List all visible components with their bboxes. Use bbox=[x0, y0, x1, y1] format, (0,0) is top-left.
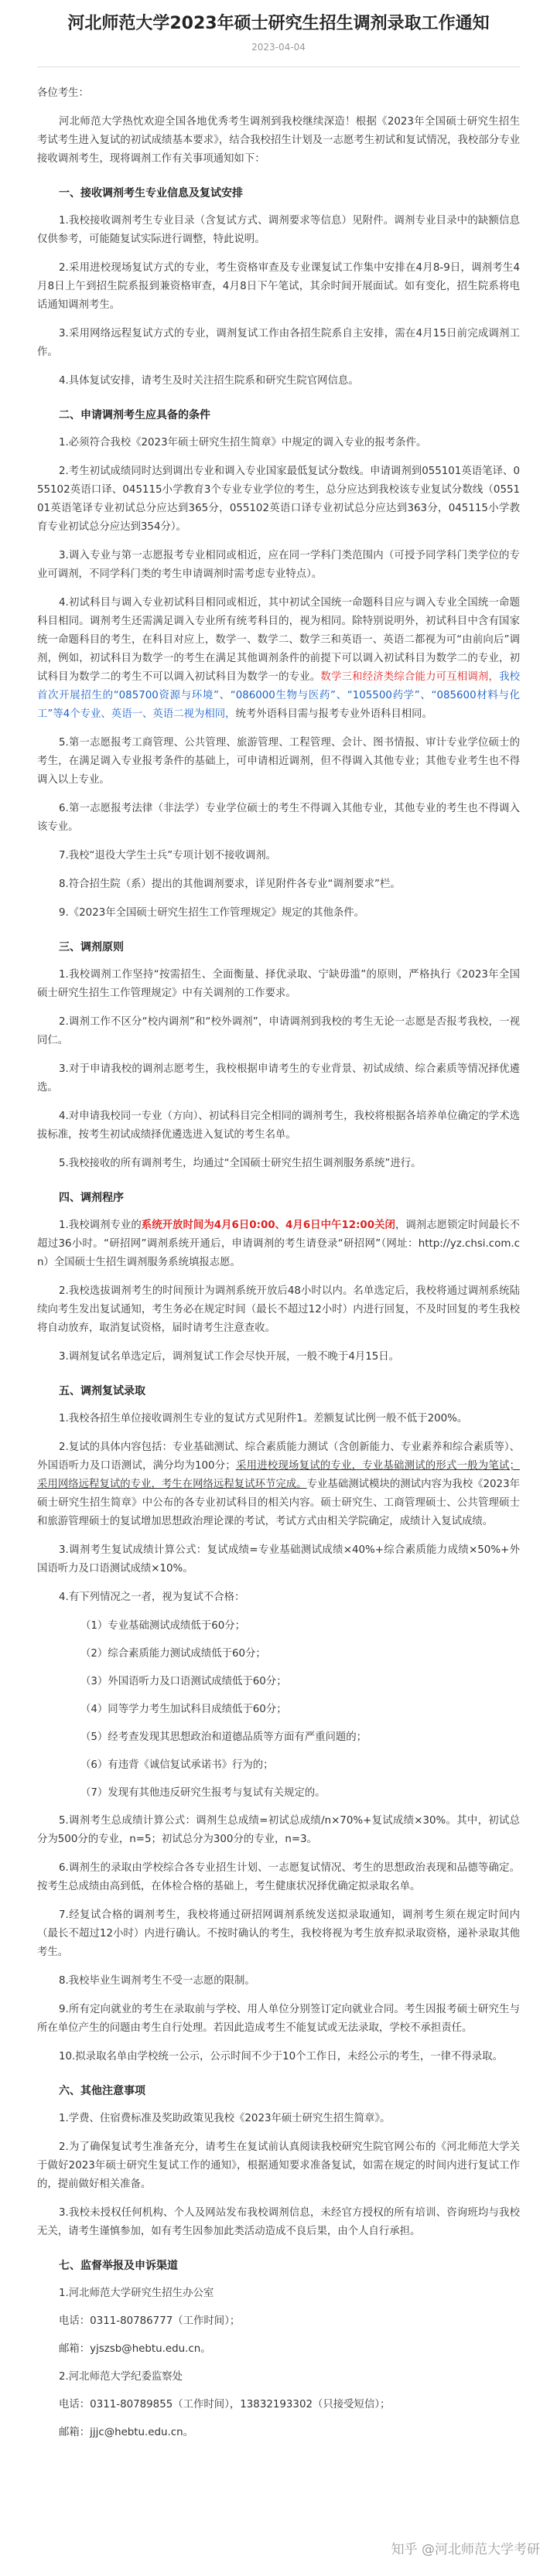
s2-paragraph-1: 1.必须符合我校《2023年硕士研究生招生简章》中规定的调入专业的报考条件。 bbox=[59, 437, 427, 449]
section-heading-3: 三、调剂原则 bbox=[59, 941, 124, 954]
s5-p2-text-a: 2.复试的具体内容包括：专业基础测试、综合素质能力测试（含创新能力、专业素养和综合素质等）、外国语听力及口语测试，满分均为100分； bbox=[37, 1442, 520, 1472]
s2-p4-text-d: 统考外语科目需与报考专业外语科目相同。 bbox=[235, 708, 432, 720]
s5-p2-text-c: 专业基础测试模块的测试内容为我校《2023年硕士研究生招生简章》中公布的各专业初试科目的相关内容。硕士研究生、工商管理硕士、公共管理硕士和旅游管理硕士的复试增加思想政治理论课的考试，考试方式由相关学院确定，成绩计入复试成绩。 bbox=[37, 1479, 521, 1527]
s1-paragraph-3: 3.采用网络远程复试方式的专业，调剂复试工作由各招生院系自主安排，需在4月15日前完成调剂工作。 bbox=[37, 328, 520, 358]
s2-paragraph-8: 8.符合招生院（系）提出的其他调剂要求，详见附件各专业“调剂要求”栏。 bbox=[59, 879, 401, 890]
s3-paragraph-5: 5.我校接收的所有调剂考生，均通过“全国硕士研究生招生调剂服务系统”进行。 bbox=[59, 1158, 422, 1169]
fail-condition-item: （2）综合素质能力测试成绩低于60分； bbox=[80, 1648, 266, 1660]
s2-p4-text-c: 我校首次开展招生的“085700资源与环境”、“086000生物与医药”、“105500药学”、“085600材料与化工”等4个专业、英语一、英语二视为相同， bbox=[37, 671, 521, 720]
section-heading-1: 一、接收调剂考生专业信息及复试安排 bbox=[59, 187, 243, 200]
s5-paragraph-5: 5.调剂考生总成绩计算公式：调剂生总成绩=初试总成绩/n×70%+复试成绩×30%。其中，初试总分为500分的专业，n=5；初试总分为300分的专业，n=3。 bbox=[37, 1815, 520, 1845]
intro-paragraph: 河北师范大学热忱欢迎全国各地优秀考生调剂到我校继续深造！根据《2023年全国硕士研究生招生考试考生进入复试的初试成绩基本要求》，结合我校招生计划及一志愿考生初试和复试情况，我校部分专业接收调剂考生，现将调剂工作有关事项通知如下： bbox=[37, 116, 520, 165]
fail-condition-item: （1）专业基础测试成绩低于60分； bbox=[80, 1620, 246, 1632]
s2-paragraph-5: 5.第一志愿报考工商管理、公共管理、旅游管理、工程管理、会计、图书情报、审计专业学位硕士的考生，在满足调入专业报考条件的基础上，可申请相近调剂，但不得调入其他专业；其他专业考生也不得调入以上专业。 bbox=[37, 737, 520, 786]
s5-paragraph-3: 3.调剂考生复试成绩计算公式：复试成绩=专业基础测试成绩×40%+综合素质能力成绩×50%+外国语听力及口语测试成绩×10%。 bbox=[37, 1544, 520, 1575]
fail-condition-item: （6）有违背《诚信复试承诺书》行为的； bbox=[80, 1759, 274, 1771]
section-heading-5: 五、调剂复试录取 bbox=[59, 1385, 145, 1397]
s2-paragraph-4 bbox=[37, 594, 520, 724]
s4-paragraph-1 bbox=[37, 1216, 520, 1272]
s1-paragraph-4: 4.具体复试安排，请考生及时关注招生院系和研究生院官网信息。 bbox=[59, 375, 359, 387]
section-heading-2: 二、申请调剂考生应具备的条件 bbox=[59, 409, 210, 421]
publish-date: 2023-04-04 bbox=[251, 42, 306, 53]
fail-condition-item: （5）经考查发现其思想政治和道德品质等方面有严重问题的； bbox=[80, 1732, 367, 1743]
s2-paragraph-2: 2.考生初试成绩同时达到调出专业和调入专业国家最低复试分数线。申请调剂到055101英语笔译、055102英语口译、045115小学教育3个专业专业学位的考生，总分应达到我校该专业复试分数线（055101英语笔译专业初试总分应达到365分，055102英语口译专业初试总分应达到363分，045115小学教育专业初试总分应达到354分）。 bbox=[37, 466, 520, 533]
s5-paragraph-6: 6.调剂生的录取由学校综合各专业招生计划、一志愿复试情况、考生的思想政治表现和品德等确定。按考生总成绩由高到低，在体检合格的基础上，考生健康状况择优确定拟录取名单。 bbox=[37, 1862, 520, 1892]
s2-paragraph-9: 9.《2023年全国硕士研究生招生工作管理规定》规定的其他条件。 bbox=[59, 907, 365, 919]
s5-p2-underlined: 采用进校现场复试的专业，专业基础测试的形式一般为笔试；采用网络远程复试的专业，考生在网络远程复试环节完成。 bbox=[37, 1460, 521, 1490]
s3-paragraph-2: 2.调剂工作不区分“校内调剂”和“校外调剂”，申请调剂到我校的考生无论一志愿是否报考我校，一视同仁。 bbox=[37, 1016, 520, 1046]
section-heading-7: 七、监督举报及申诉渠道 bbox=[59, 2260, 178, 2272]
contact-line: 1.河北师范大学研究生招生办公室 bbox=[59, 2288, 214, 2299]
s1-paragraph-1: 1.我校接收调剂考生专业目录（含复试方式、调剂要求等信息）见附件。调剂专业目录中的缺额信息仅供参考，可能随复试实际进行调整，特此说明。 bbox=[37, 215, 520, 245]
section-heading-6: 六、其他注意事项 bbox=[59, 2085, 145, 2097]
s5-paragraph-4: 4.有下列情况之一者，视为复试不合格： bbox=[59, 1592, 245, 1603]
fail-condition-item: （4）同等学力考生加试科目成绩低于60分； bbox=[80, 1704, 287, 1715]
s4-paragraph-2: 2.我校选拔调剂考生的时间预计为调剂系统开放后48小时以内。名单选定后，我校将通过调剂系统陆续向考生发出复试通知，考生务必在规定时间（最长不超过12小时）内进行回复，不及时回复的考生我校将自动放弃，取消复试资格，届时请考生注意查收。 bbox=[37, 1285, 520, 1334]
contact-line: 电话：0311-80789855（工作时间），13832193302（只接受短信）； bbox=[59, 2399, 391, 2411]
contact-line: 电话：0311-80786777（工作时间）； bbox=[59, 2315, 241, 2327]
s3-paragraph-3: 3.对于申请我校的调剂志愿考生，我校根据申请考生的专业背景、初试成绩、综合素质等情况择优遴选。 bbox=[37, 1063, 520, 1094]
s5-paragraph-2 bbox=[37, 1438, 520, 1531]
section-heading-4: 四、调剂程序 bbox=[59, 1192, 124, 1204]
s5-paragraph-1: 1.我校各招生单位接收调剂生专业的复试方式见附件1。差额复试比例一般不低于200%。 bbox=[59, 1413, 468, 1424]
contact-email[interactable]: 邮箱：yjszsb@hebtu.edu.cn。 bbox=[59, 2343, 211, 2355]
s3-paragraph-4: 4.对申请我校同一专业（方向）、初试科目完全相同的调剂考生，我校将根据各培养单位确定的学术选拔标准，按考生初试成绩择优遴选进入复试的考生名单。 bbox=[37, 1111, 520, 1141]
contact-line: 2.河北师范大学纪委监察处 bbox=[59, 2371, 183, 2383]
s5-paragraph-9: 9.所有定向就业的考生在录取前与学校、用人单位分别签订定向就业合同。考生因报考硕士研究生与所在单位产生的问题由考生自行处理。若因此造成考生不能复试或无法录取，学校不承担责任。 bbox=[37, 2004, 520, 2034]
s5-paragraph-8: 8.我校毕业生调剂考生不受一志愿的限制。 bbox=[59, 1975, 255, 1987]
page-title: 河北师范大学2023年硕士研究生招生调剂录取工作通知 bbox=[67, 14, 490, 33]
contact-email[interactable]: 邮箱：jjjc@hebtu.edu.cn。 bbox=[59, 2427, 194, 2438]
s2-p4-text-a: 4.初试科目与调入专业初试科目相同或相近，其中初试全国统一命题科目应与调入专业全国统一命题科目相同。调剂考生还需满足调入专业所有统考科目的，视为相同。除特别说明外，初试科目中含有国家统一命题科目的考生，在科目对应上，数学一、数学二、数学三和英语一、英语二都视为可“由前向后”调剂，例如，初试科目为数学一的考生在满足其他调剂条件的前提下可以调入初试科目为数学二的专业，初试科目为数学二的考生不可以调入初试科目为数学一的专业。 bbox=[37, 597, 520, 683]
s4-paragraph-3: 3.调剂复试名单选定后，调剂复试工作会尽快开展，一般不晚于4月15日。 bbox=[59, 1351, 400, 1363]
s6-paragraph-2: 2.为了确保复试考生准备充分，请考生在复试前认真阅读我校研究生院官网公布的《河北师范大学关于做好2023年硕士研究生复试工作的通知》，根据通知要求准备复试，如需在规定的时间内进行复试工作的，提前做好相关准备。 bbox=[37, 2141, 520, 2190]
s5-paragraph-10: 10.拟录取名单由学校统一公示，公示时间不少于10个工作日，未经公示的考生，一律不得录取。 bbox=[59, 2051, 503, 2063]
fail-condition-item: （3）外国语听力及口语测试成绩低于60分； bbox=[80, 1676, 287, 1687]
s4-p1-text-a: 1.我校调剂专业的 bbox=[59, 1220, 142, 1231]
s2-p4-text-b: 数学三和经济类综合能力可互相调剂， bbox=[320, 671, 500, 683]
s4-p1-text-c: ，调剂志愿锁定时间最长不超过36小时。“研招网”调剂系统开通后，申请调剂的考生请登录“研招网”（网址：http://yz.chsi.com.cn）全国硕士生招生调剂服务系统填报志愿。 bbox=[37, 1220, 521, 1268]
s2-paragraph-6: 6.第一志愿报考法律（非法学）专业学位硕士的考生不得调入其他专业，其他专业的考生也不得调入该专业。 bbox=[37, 803, 520, 833]
s4-p1-highlight: 系统开放时间为4月6日0:00、4月6日中午12:00关闭 bbox=[141, 1220, 395, 1231]
s6-paragraph-1: 1.学费、住宿费标准及奖助政策见我校《2023年硕士研究生招生简章》。 bbox=[59, 2113, 391, 2124]
s3-paragraph-1: 1.我校调剂工作坚持“按需招生、全面衡量、择优录取、宁缺毋滥”的原则，严格执行《2023年全国硕士研究生招生工作管理规定》中有关调剂的工作要求。 bbox=[37, 969, 520, 999]
s2-paragraph-7: 7.我校“退役大学生士兵”专项计划不接收调剂。 bbox=[59, 850, 277, 862]
s6-paragraph-3: 3.我校未授权任何机构、个人及网站发布我校调剂信息，未经官方授权的所有培训、咨询班均与我校无关，请考生谨慎参加，如有考生因参加此类活动造成不良后果，由个人自行承担。 bbox=[37, 2207, 520, 2237]
greeting: 各位考生： bbox=[37, 87, 89, 99]
s1-paragraph-2: 2.采用进校现场复试方式的专业，考生资格审查及专业课复试工作集中安排在4月8-9日，调剂考生4月8日上午到招生院系报到兼资格审查，4月8日下午笔试，其余时间开展面试。如有变化，招生院系将电话通知调剂考生。 bbox=[37, 262, 520, 311]
fail-condition-item: （7）发现有其他违反研究生报考与复试有关规定的。 bbox=[80, 1787, 326, 1799]
zhihu-watermark: 知乎 @河北师范大学考研 bbox=[391, 2542, 540, 2557]
s2-paragraph-3: 3.调入专业与第一志愿报考专业相同或相近，应在同一学科门类范围内（可授予同学科门类学位的专业可调剂，不同学科门类的考生申请调剂时需考虑专业特点）。 bbox=[37, 550, 520, 580]
s5-paragraph-7: 7.经复试合格的调剂考生，我校将通过研招网调剂系统发送拟录取通知，调剂考生须在规定时间内（最长不超过12小时）内进行确认。不按时确认的考生，我校将视为考生放弃拟录取资格，递补录取其他考生。 bbox=[37, 1909, 520, 1958]
